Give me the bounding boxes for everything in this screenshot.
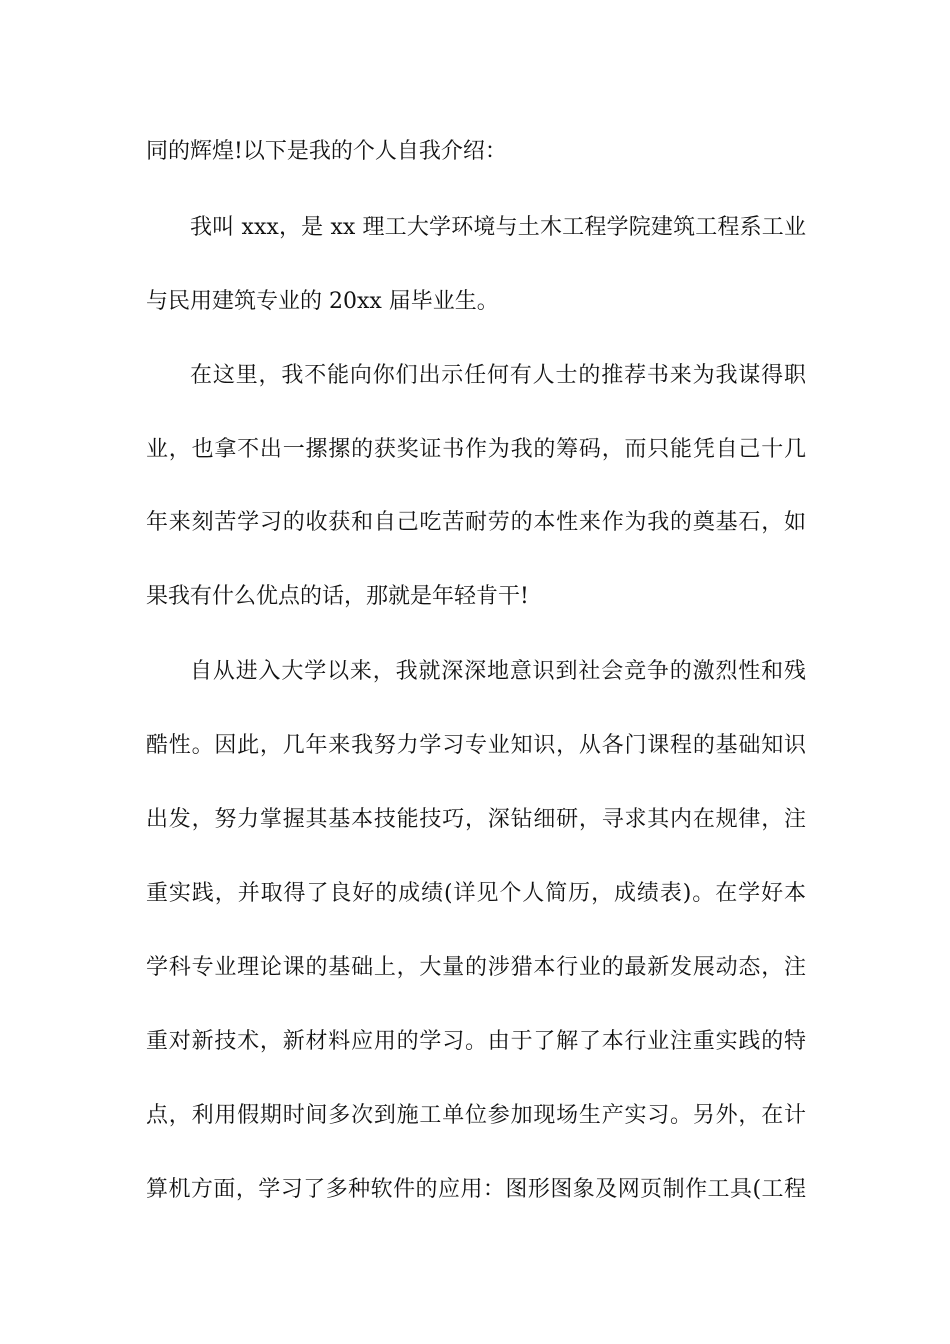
paragraph-line: 酷性。因此，几年来我努力学习专业知识，从各门课程的基础知识 <box>146 733 806 758</box>
paragraph-line: 与民用建筑专业的 20xx 届毕业生。 <box>146 289 499 314</box>
paragraph-line: 点，利用假期时间多次到施工单位参加现场生产实习。另外，在计 <box>146 1103 806 1128</box>
paragraph-line: 重实践，并取得了良好的成绩(详见个人简历，成绩表)。在学好本 <box>146 881 806 906</box>
paragraph-line: 学科专业理论课的基础上，大量的涉猎本行业的最新发展动态，注 <box>146 955 806 980</box>
paragraph-line: 出发，努力掌握其基本技能技巧，深钻细研，寻求其内在规律，注 <box>146 807 806 832</box>
paragraph-line: 年来刻苦学习的收获和自己吃苦耐劳的本性来作为我的奠基石，如 <box>146 510 806 535</box>
paragraph-line: 在这里，我不能向你们出示任何有人士的推荐书来为我谋得职 <box>190 363 806 388</box>
paragraph-line: 自从进入大学以来，我就深深地意识到社会竞争的激烈性和残 <box>190 659 806 684</box>
paragraph-line: 同的辉煌!以下是我的个人自我介绍： <box>146 139 507 164</box>
paragraph-line: 果我有什么优点的话，那就是年轻肯干! <box>146 584 529 609</box>
paragraph-line: 算机方面，学习了多种软件的应用：图形图象及网页制作工具(工程 <box>146 1177 806 1202</box>
paragraph-line: 重对新技术，新材料应用的学习。由于了解了本行业注重实践的特 <box>146 1029 806 1054</box>
paragraph-line: 我叫 xxx，是 xx 理工大学环境与土木工程学院建筑工程系工业 <box>190 215 806 240</box>
paragraph-line: 业，也拿不出一摞摞的获奖证书作为我的筹码，而只能凭自己十几 <box>146 437 806 462</box>
